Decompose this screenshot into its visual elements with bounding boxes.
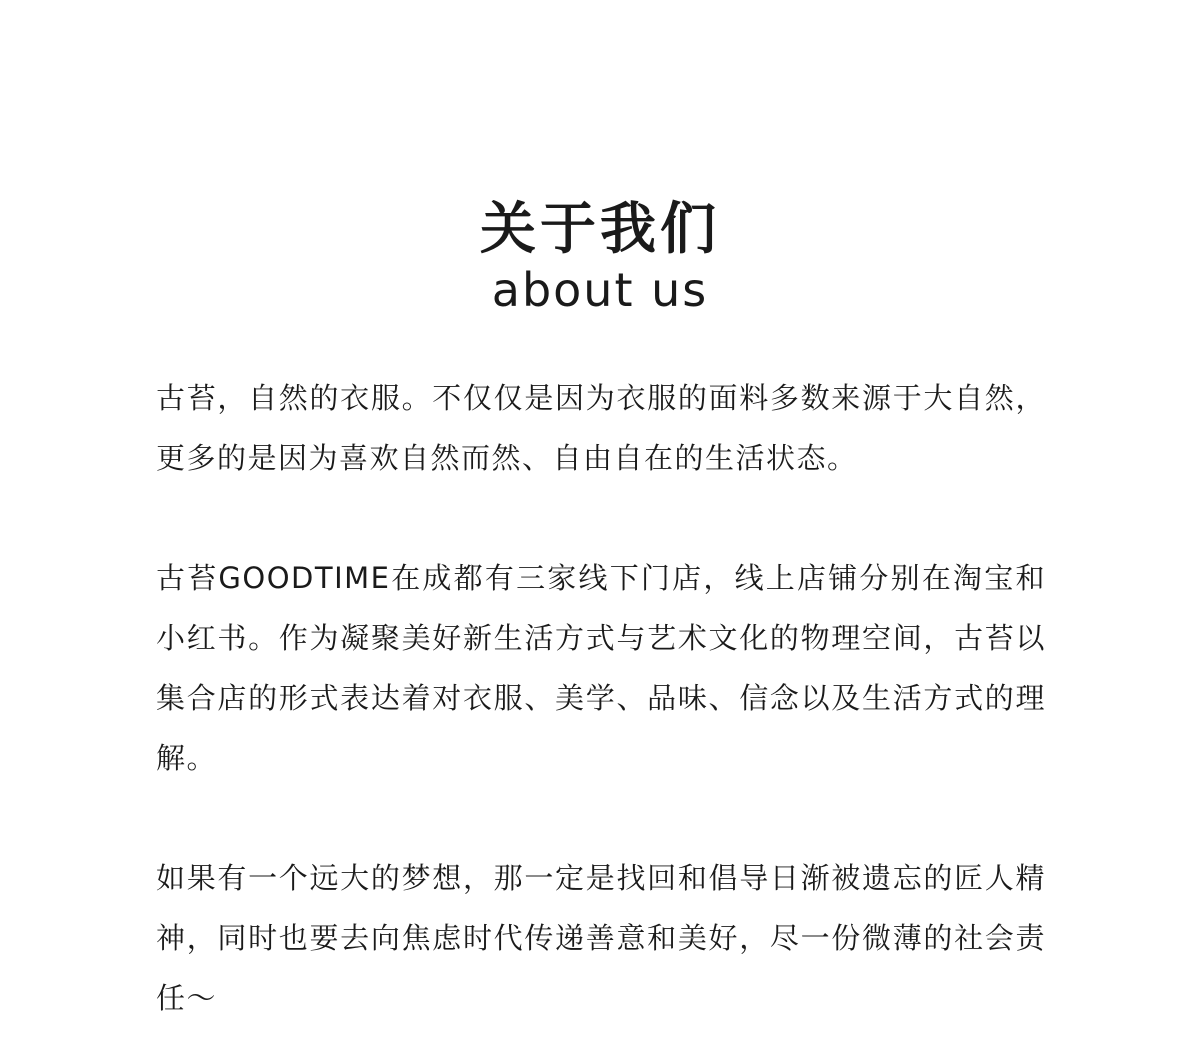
page-subtitle: about us [491,263,709,317]
page-title: 关于我们 [480,197,720,262]
about-heading [0,190,1200,318]
about-content [156,368,1046,1028]
mission-paragraph: 如果有一个远大的梦想，那一定是找回和倡导日渐被遗忘的匠人精神，同时也要去向焦虑时代传递善意和美好，尽一份微薄的社会责任～ [156,861,1046,1015]
intro-paragraph: 古苔，自然的衣服。不仅仅是因为衣服的面料多数来源于大自然，更多的是因为喜欢自然而然、自由自在的生活状态。 [156,381,1046,475]
stores-paragraph: 古苔GOODTIME在成都有三家线下门店，线上店铺分别在淘宝和小红书。作为凝聚美好新生活方式与艺术文化的物理空间，古苔以集合店的形式表达着对衣服、美学、品味、信念以及生活方式的理解。 [156,561,1046,775]
